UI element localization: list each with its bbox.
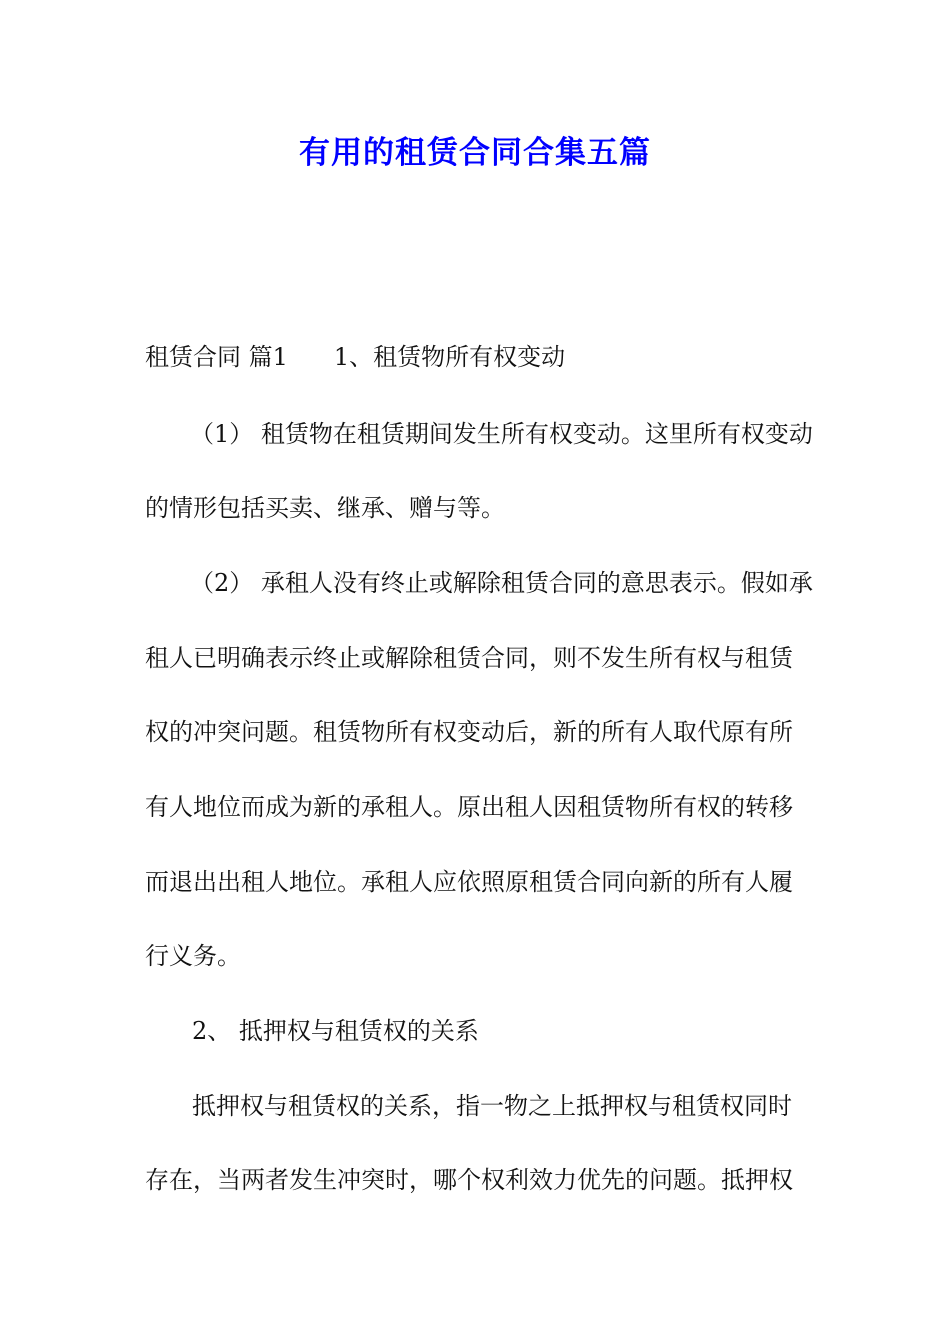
paragraph-line: 租人已明确表示终止或解除租赁合同，则不发生所有权与租赁 bbox=[145, 644, 793, 672]
paragraph-line: 抵押权与租赁权的关系，指一物之上抵押权与租赁权同时 bbox=[192, 1092, 792, 1120]
paragraph-line: 权的冲突问题。租赁物所有权变动后，新的所有人取代原有所 bbox=[145, 718, 793, 746]
paragraph-line: 行义务。 bbox=[145, 942, 241, 970]
paragraph-line: （1） 租赁物在租赁期间发生所有权变动。这里所有权变动 bbox=[190, 420, 813, 448]
section-heading-line bbox=[145, 339, 565, 375]
paragraph-line: 有人地位而成为新的承租人。原出租人因租赁物所有权的转移 bbox=[145, 793, 793, 821]
part-label: 租赁合同 篇1 bbox=[145, 343, 288, 371]
paragraph-line: 存在，当两者发生冲突时，哪个权利效力优先的问题。抵押权 bbox=[145, 1166, 793, 1194]
section-title: 1、租赁物所有权变动 bbox=[333, 343, 566, 371]
paragraph-line: （2） 承租人没有终止或解除租赁合同的意思表示。假如承 bbox=[190, 569, 813, 597]
subsection-heading: 2、 抵押权与租赁权的关系 bbox=[192, 1017, 479, 1045]
paragraph-line: 而退出出租人地位。承租人应依照原租赁合同向新的所有人履 bbox=[145, 868, 793, 896]
paragraph-line: 的情形包括买卖、继承、赠与等。 bbox=[145, 494, 505, 522]
document-title: 有用的租赁合同合集五篇 bbox=[299, 135, 651, 171]
